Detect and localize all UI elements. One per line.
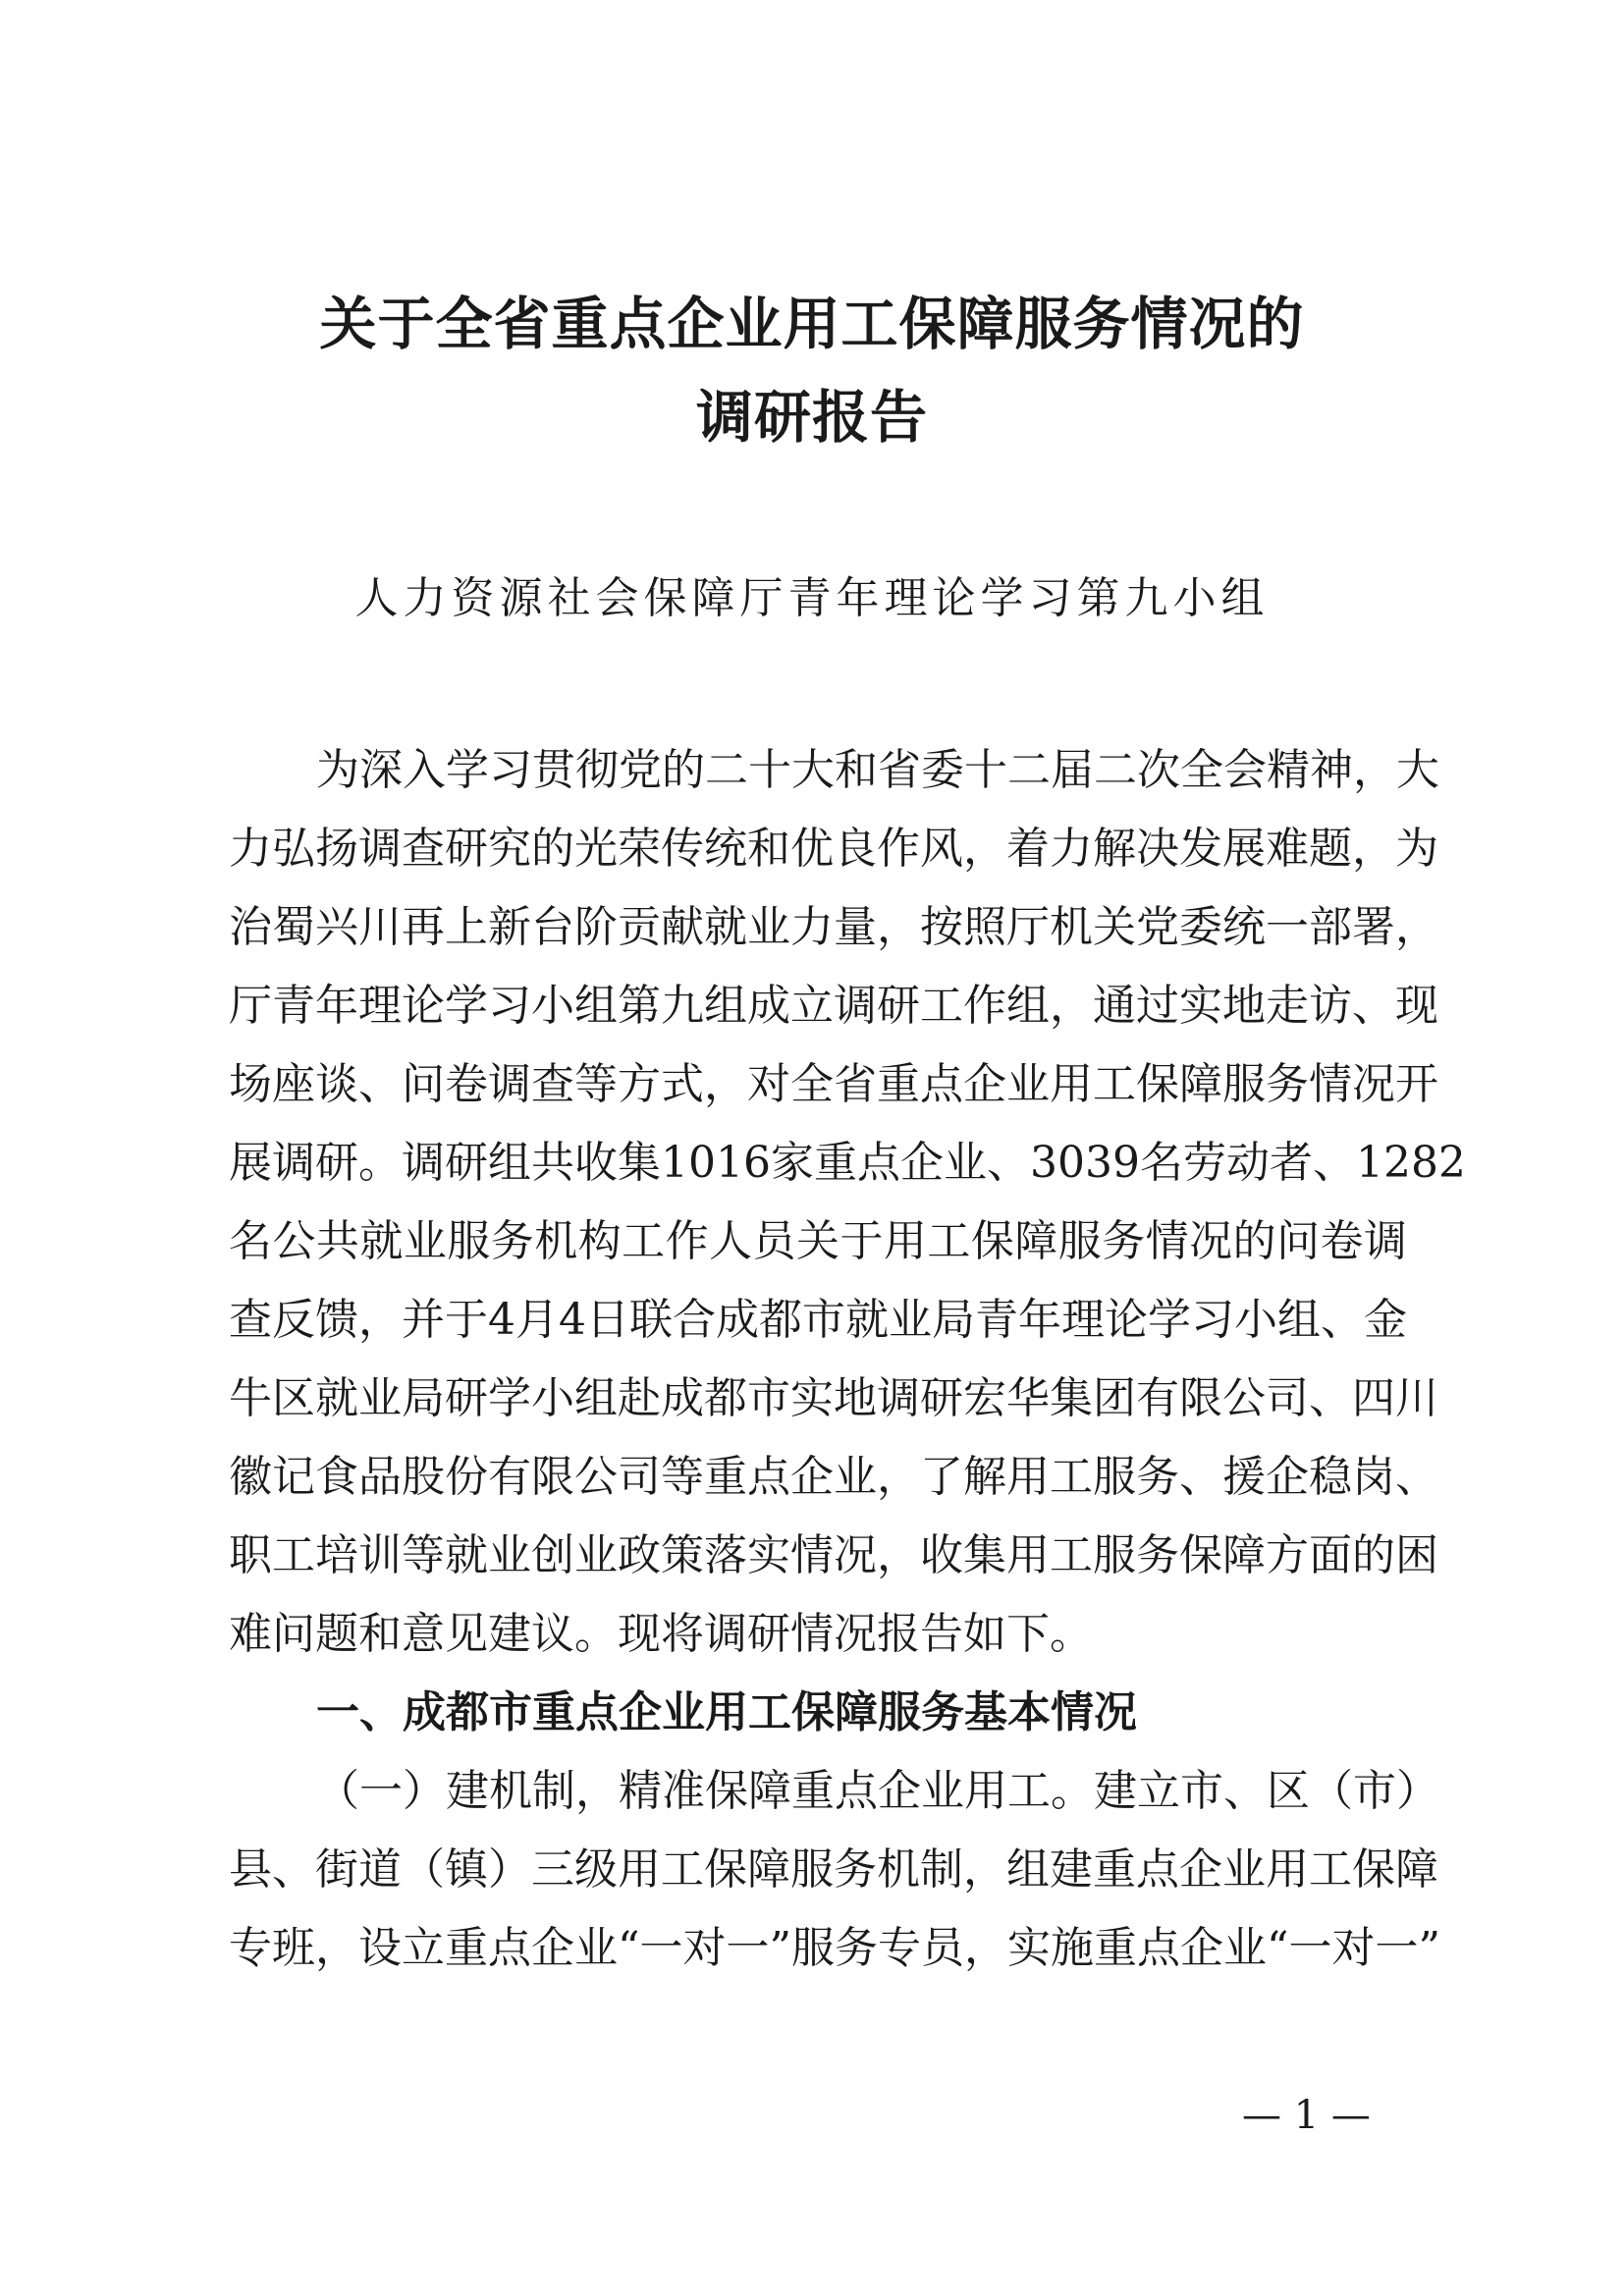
paragraph-1-line: 牛区就业局研学小组赴成都市实地调研宏华集团有限公司、四川 [229, 1373, 1438, 1423]
paragraph-1-line: 名公共就业服务机构工作人员关于用工保障服务情况的问卷调 [229, 1216, 1407, 1266]
paragraph-2-line: 县、街道（镇）三级用工保障服务机制，组建重点企业用工保障 [229, 1844, 1438, 1895]
paragraph-1-line: 徽记食品股份有限公司等重点企业，了解用工服务、援企稳岗、 [229, 1452, 1438, 1502]
paragraph-1-line: 职工培训等就业创业政策落实情况，收集用工服务保障方面的困 [229, 1530, 1438, 1580]
paragraph-1-line: 厅青年理论学习小组第九组成立调研工作组，通过实地走访、现 [229, 981, 1438, 1031]
document-author: 人力资源社会保障厅青年理论学习第九小组 [354, 573, 1270, 623]
section-heading-1: 一、成都市重点企业用工保障服务基本情况 [316, 1687, 1137, 1737]
paragraph-1-line: 场座谈、问卷调查等方式，对全省重点企业用工保障服务情况开 [229, 1059, 1438, 1109]
document-title-line-1: 关于全省重点企业用工保障服务情况的 [319, 291, 1305, 357]
document-title-line-2: 调研报告 [695, 384, 928, 451]
paragraph-1-line: 治蜀兴川再上新台阶贡献就业力量，按照厅机关党委统一部署， [229, 902, 1438, 952]
paragraph-1-line: 为深入学习贯彻党的二十大和省委十二届二次全会精神，大 [316, 745, 1439, 795]
paragraph-1-line: 展调研。调研组共收集1016家重点企业、3039名劳动者、1282 [229, 1138, 1466, 1188]
paragraph-2-line: 专班，设立重点企业“一对一”服务专员，实施重点企业“一对一” [229, 1923, 1440, 1973]
paragraph-1-line: 力弘扬调查研究的光荣传统和优良作风，着力解决发展难题，为 [229, 824, 1438, 874]
paragraph-1-line: 难问题和意见建议。现将调研情况报告如下。 [229, 1609, 1093, 1659]
paragraph-2-line: （一）建机制，精准保障重点企业用工。建立市、区（市） [316, 1766, 1439, 1816]
paragraph-1-line: 查反馈，并于4月4日联合成都市就业局青年理论学习小组、金 [229, 1295, 1407, 1345]
page-number: — 1 — [1242, 2093, 1371, 2138]
